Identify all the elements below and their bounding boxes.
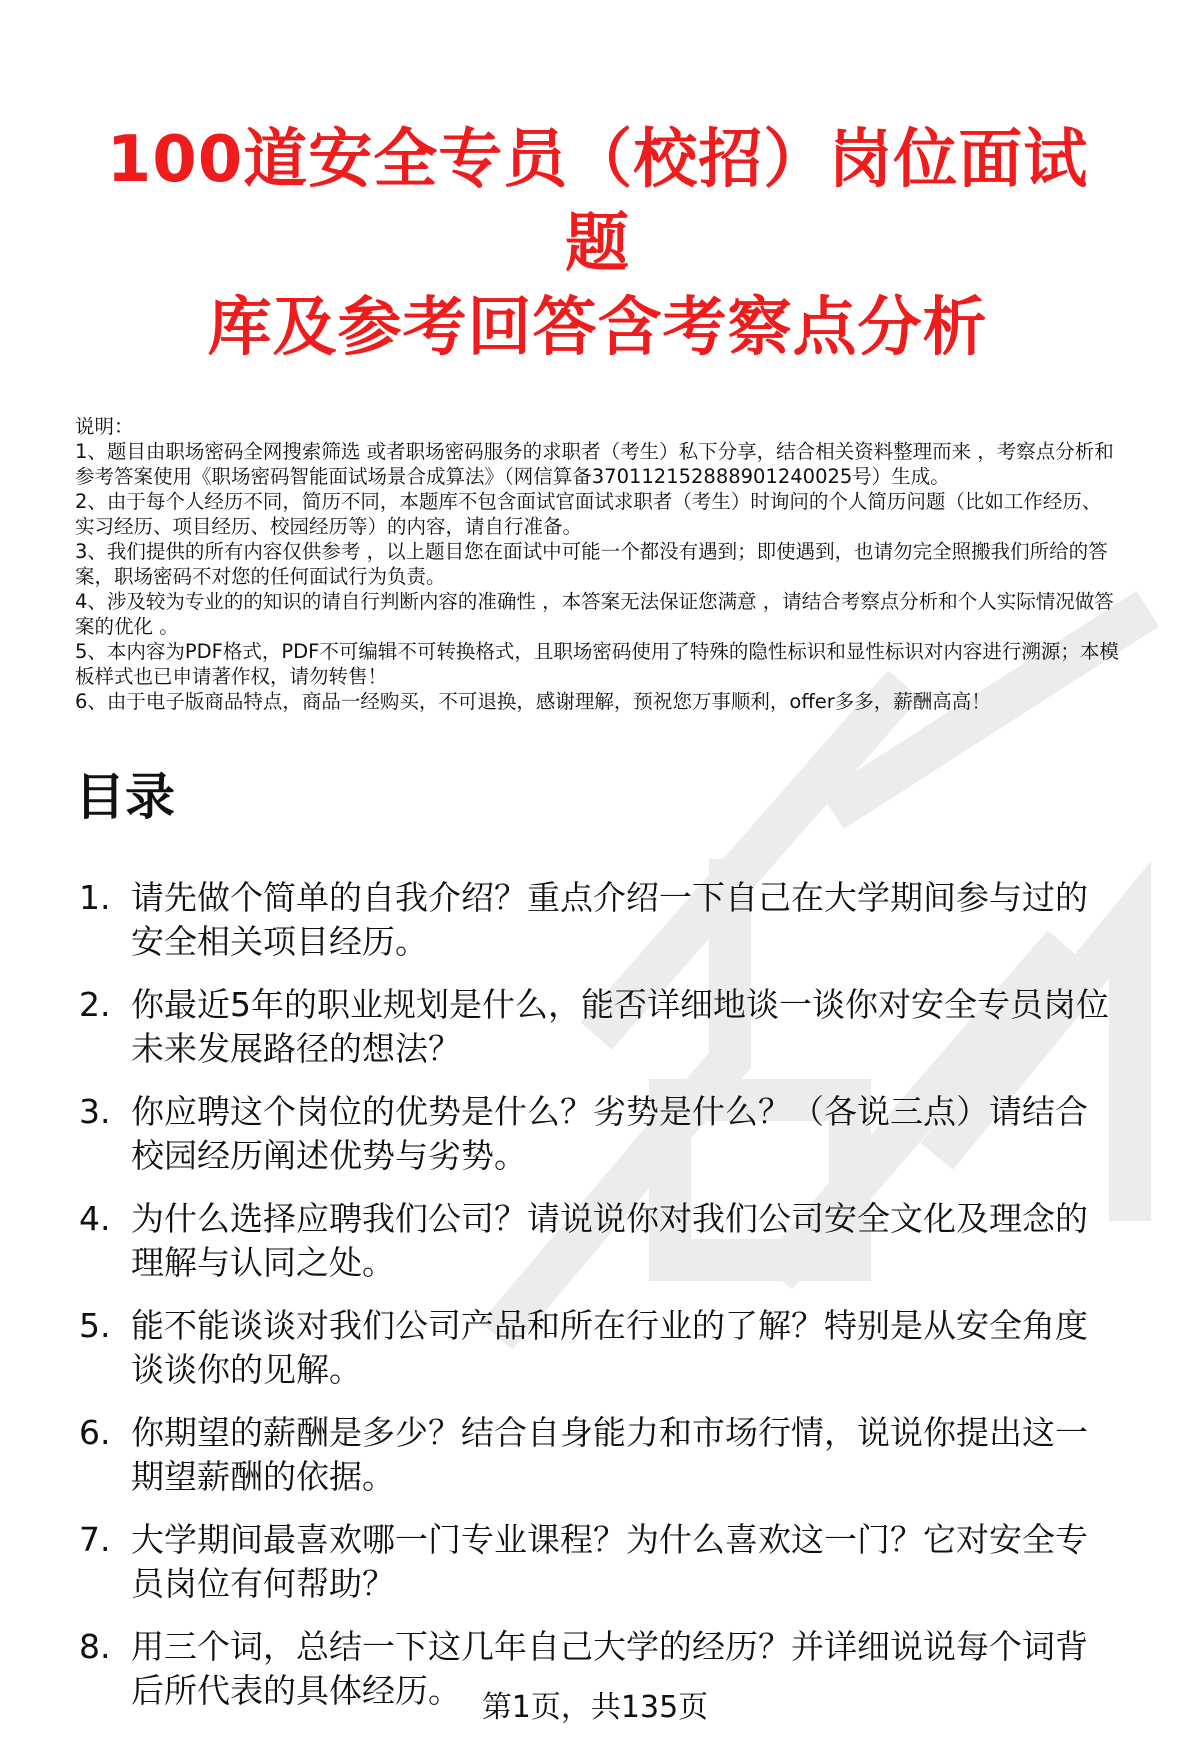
notes-heading: 说明： <box>75 415 134 438</box>
toc-list <box>75 876 1120 1713</box>
toc-item-text: 请先做个简单的自我介绍？重点介绍一下自己在大学期间参与过的安全相关项目经历。 <box>131 878 1088 961</box>
toc-item-text: 大学期间最喜欢哪一门专业课程？为什么喜欢这一门？它对安全专员岗位有何帮助？ <box>131 1520 1088 1603</box>
toc-item-number: 4. <box>79 1199 111 1238</box>
toc-item-number: 5. <box>79 1306 111 1345</box>
toc-item-number: 8. <box>79 1627 111 1666</box>
toc-item-text: 能不能谈谈对我们公司产品和所在行业的了解？特别是从安全角度谈谈你的见解。 <box>131 1306 1088 1389</box>
toc-item-number: 3. <box>79 1092 111 1131</box>
document-title <box>75 0 1120 370</box>
toc-item-number: 7. <box>79 1520 111 1559</box>
toc-item[interactable] <box>75 1197 1120 1285</box>
toc-item[interactable] <box>75 1411 1120 1499</box>
toc-item[interactable] <box>75 1304 1120 1392</box>
title-line-2: 库及参考回答含考察点分析 <box>207 291 988 365</box>
note-item: 5、本内容为PDF格式，PDF不可编辑不可转换格式，且职场密码使用了特殊的隐性标识和显性标识对内容进行溯源；本模板样式也已申请著作权，请勿转售！ <box>75 640 1119 688</box>
title-line-1: 100道安全专员（校招）岗位面试题 <box>106 123 1089 281</box>
toc-item-number: 6. <box>79 1413 111 1452</box>
note-item: 6、由于电子版商品特点，商品一经购买，不可退换，感谢理解，预祝您万事顺利，offer多多，薪酬高高！ <box>75 690 991 713</box>
note-item: 2、由于每个人经历不同，简历不同，本题库不包含面试官面试求职者（考生）时询问的个人简历问题（比如工作经历、实习经历、项目经历、校园经历等）的内容，请自行准备。 <box>75 490 1102 538</box>
toc-item[interactable] <box>75 876 1120 964</box>
toc-item[interactable] <box>75 1090 1120 1178</box>
toc-item-number: 1. <box>79 878 111 917</box>
page-footer: 第1页，共135页 <box>481 1690 709 1725</box>
toc-item-text: 你最近5年的职业规划是什么，能否详细地谈一谈你对安全专员岗位未来发展路径的想法？ <box>131 985 1109 1068</box>
toc-heading: 目录 <box>75 768 175 826</box>
toc-item-text: 用三个词，总结一下这几年自己大学的经历？并详细说说每个词背后所代表的具体经历。 <box>131 1627 1088 1710</box>
toc-item-number: 2. <box>79 985 111 1024</box>
note-item: 1、题目由职场密码全网搜索筛选 或者职场密码服务的求职者（考生）私下分享，结合相关资料整理而来 ，考察点分析和参考答案使用《职场密码智能面试场景合成算法》（网信算备370112152888901240025号）生成。 <box>75 440 1114 488</box>
toc-item-text: 你应聘这个岗位的优势是什么？劣势是什么？（各说三点）请结合校园经历阐述优势与劣势。 <box>131 1092 1088 1175</box>
toc-item[interactable] <box>75 1518 1120 1606</box>
instructions-block <box>75 414 1120 714</box>
toc-item[interactable] <box>75 983 1120 1071</box>
toc-item-text: 为什么选择应聘我们公司？请说说你对我们公司安全文化及理念的理解与认同之处。 <box>131 1199 1088 1282</box>
toc-item-text: 你期望的薪酬是多少？结合自身能力和市场行情，说说你提出这一期望薪酬的依据。 <box>131 1413 1088 1496</box>
note-item: 3、我们提供的所有内容仅供参考 ，以上题目您在面试中可能一个都没有遇到；即使遇到，也请勿完全照搬我们所给的答案，职场密码不对您的任何面试行为负责。 <box>75 540 1108 588</box>
note-item: 4、涉及较为专业的的知识的请自行判断内容的准确性 ，本答案无法保证您满意 ，请结合考察点分析和个人实际情况做答案的优化 。 <box>75 590 1114 638</box>
